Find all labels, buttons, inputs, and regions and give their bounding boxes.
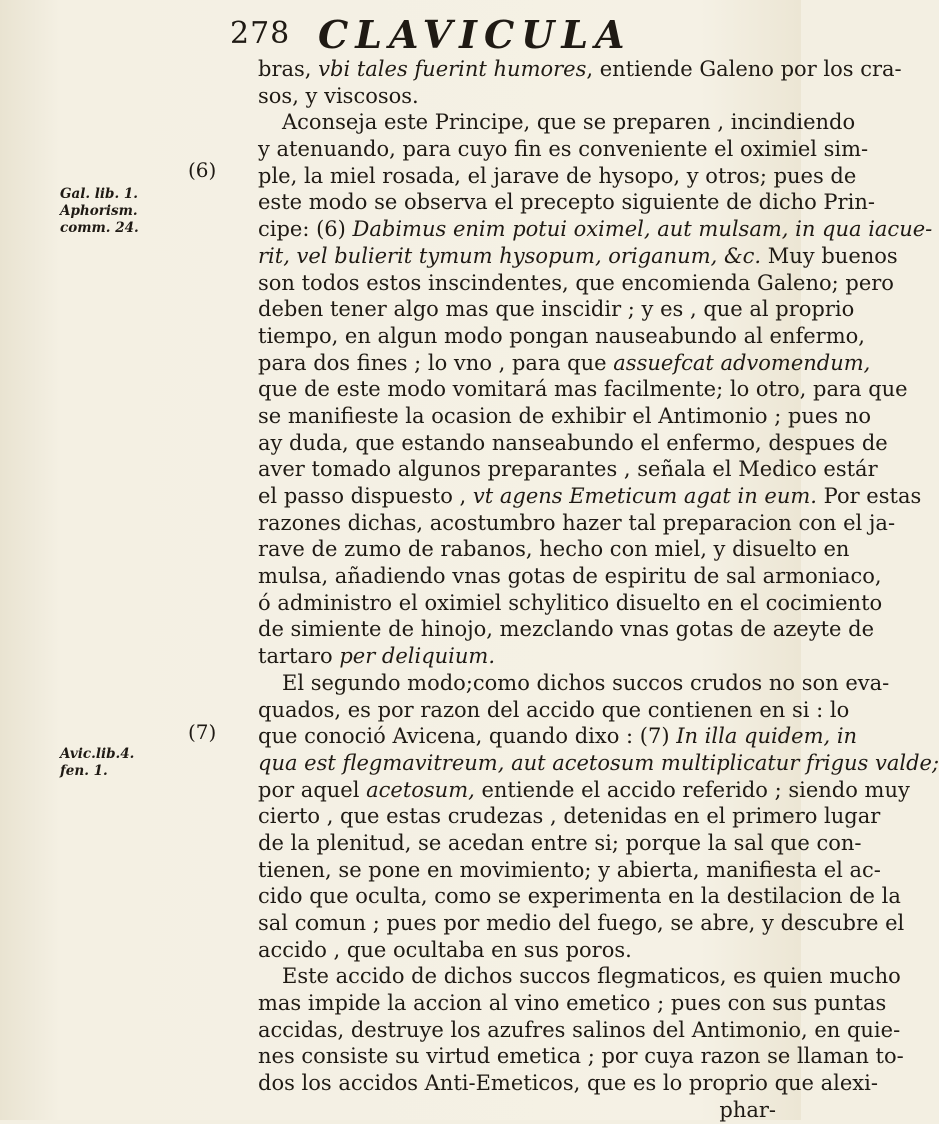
text-line: [258, 937, 776, 964]
latin-quote: In illa quidem, in: [676, 724, 858, 749]
text-segment: Aconseja este Principe, que se preparen , incindiendo: [282, 110, 856, 135]
text-line: [258, 376, 908, 403]
text-segment: tienen, se pone en movimiento; y abierta, manifiesta el ac-: [258, 857, 881, 882]
text-line: [258, 1097, 776, 1124]
margin-note-line: Gal. lib. 1.: [60, 186, 138, 202]
text-line: [258, 536, 850, 563]
text-segment: deben tener algo mas que inscidir ; y es , que al proprio: [258, 297, 855, 322]
text-line: [258, 643, 776, 670]
text-segment: para dos fines ; lo vno , para que: [258, 350, 614, 375]
text-segment: cierto , que estas crudezas , detenidas en el primero lugar: [258, 804, 881, 829]
margin-note-6: [60, 186, 190, 237]
text-segment: El segundo modo;como dichos succos crudos no son eva-: [282, 670, 890, 695]
text-segment: ay duda, que estando nanseabundo el enfermo, despues de: [258, 430, 888, 455]
text-line: [258, 883, 901, 910]
text-segment: rave de zumo de rabanos, hecho con miel, y disuelto en: [258, 537, 850, 562]
text-line: [258, 216, 933, 243]
text-segment: bras,: [258, 57, 319, 81]
text-line: [258, 803, 881, 830]
text-line: [258, 830, 862, 857]
text-line: [258, 136, 869, 163]
text-segment: cido que oculta, como se experimenta en la destilacion de la: [258, 884, 901, 909]
text-line: [258, 1043, 904, 1070]
text-line: [258, 1070, 878, 1097]
text-segment: cipe: (6): [258, 217, 353, 242]
text-segment: phar-: [719, 1097, 776, 1122]
text-line: [258, 670, 890, 697]
text-line: [258, 403, 871, 430]
latin-quote: Dabimus enim potui oximel, aut mulsam, in qua iacue-: [352, 217, 933, 242]
text-line: [258, 456, 878, 483]
text-segment: por aquel: [258, 777, 367, 802]
text-segment: dos los accidos Anti-Emeticos, que es lo proprio que alexi-: [258, 1071, 878, 1096]
text-segment: tiempo, en algun modo pongan nauseabundo al enfermo,: [258, 323, 865, 348]
text-line: [258, 563, 882, 590]
text-line: [258, 750, 939, 777]
latin-quote: vt agens Emeticum agat in eum.: [472, 484, 817, 508]
text-segment: nes consiste su virtud emetica ; por cuya razon se llaman to-: [258, 1044, 904, 1069]
text-line: [258, 189, 875, 216]
text-line: [258, 483, 922, 510]
text-line: [258, 270, 894, 297]
text-segment: y atenuando, para cuyo fin es conveniente el oximiel sim-: [258, 137, 869, 162]
text-segment: tartaro: [258, 644, 340, 669]
text-segment: sal comun ; pues por medio del fuego, se abre, y descubre el: [258, 911, 905, 935]
margin-note-7: [60, 746, 190, 780]
text-line: [258, 616, 875, 643]
text-line: [258, 323, 865, 350]
text-line: [258, 163, 857, 190]
latin-quote: qua est flegmavitreum, aut acetosum multiplicatur frigus valde;: [258, 750, 939, 775]
text-line: [258, 109, 856, 136]
text-segment: Por estas: [816, 484, 922, 508]
body-text: [258, 56, 939, 1124]
page-header: [0, 10, 801, 60]
text-segment: ple, la miel rosada, el jarave de hysopo, y otros; pues de: [258, 163, 857, 188]
text-line: [258, 430, 888, 457]
text-line: [258, 350, 871, 377]
text-line: [258, 857, 881, 884]
text-segment: Muy buenos: [761, 243, 898, 268]
text-line: [258, 1017, 901, 1044]
text-segment: entiende el accido referido ; siendo muy: [474, 777, 910, 802]
text-line: [258, 963, 901, 990]
text-segment: este modo se observa el precepto siguiente de dicho Prin-: [258, 190, 875, 215]
text-line: [258, 296, 855, 323]
margin-note-line: fen. 1.: [60, 763, 108, 779]
text-line: [258, 590, 883, 617]
latin-quote: assuefcat advomendum,: [613, 350, 871, 375]
text-segment: accidas, destruye los azufres salinos del Antimonio, en quie-: [258, 1017, 901, 1042]
text-segment: mulsa, añadiendo vnas gotas de espiritu de sal armoniaco,: [258, 564, 882, 589]
text-line: [258, 83, 776, 110]
text-segment: de simiente de hinojo, mezclando vnas gotas de azeyte de: [258, 617, 875, 642]
page-number: 278: [230, 16, 291, 51]
text-segment: se manifieste la ocasion de exhibir el Antimonio ; pues no: [258, 403, 871, 428]
note-number-6: (6): [188, 158, 217, 182]
text-segment: razones dichas, acostumbro hazer tal preparacion con el ja-: [258, 510, 896, 535]
text-segment: Este accido de dichos succos flegmaticos, es quien mucho: [282, 964, 901, 989]
text-segment: que de este modo vomitará mas facilmente; lo otro, para que: [258, 377, 908, 402]
text-segment: accido , que ocultaba en sus poros.: [258, 937, 632, 962]
text-segment: , entiende Galeno por los cra-: [586, 57, 902, 81]
running-title: CLAVICULA: [318, 12, 632, 57]
text-segment: son todos estos inscindentes, que encomienda Galeno; pero: [258, 270, 894, 295]
latin-quote: per deliquium.: [339, 644, 496, 669]
text-line: [258, 990, 887, 1017]
text-line: [258, 723, 858, 750]
latin-quote: acetosum,: [366, 777, 475, 802]
text-segment: que conoció Avicena, quando dixo : (7): [258, 724, 677, 749]
text-line: [258, 510, 896, 537]
latin-quote: vbi tales fuerint humores: [318, 57, 587, 81]
margin-note-line: Avic.lib.4.: [60, 746, 135, 762]
text-segment: quados, es por razon del accido que contienen en si : lo: [258, 697, 850, 722]
text-segment: mas impide la accion al vino emetico ; pues con sus puntas: [258, 991, 887, 1016]
text-line: [258, 910, 905, 937]
text-segment: el passo dispuesto ,: [258, 484, 473, 508]
note-number-7: (7): [188, 720, 217, 744]
margin-note-line: comm. 24.: [60, 220, 139, 236]
text-segment: de la plenitud, se acedan entre si; porque la sal que con-: [258, 830, 862, 855]
margin-note-line: Aphorism.: [60, 203, 138, 219]
text-line: [258, 697, 850, 724]
text-line: [258, 777, 910, 804]
latin-quote: rit, vel bulierit tymum hysopum, origanum, &c.: [258, 243, 762, 268]
text-segment: ó administro el oximiel schylitico disuelto en el cocimiento: [258, 590, 883, 615]
text-segment: aver tomado algunos preparantes , señala el Medico estár: [258, 457, 878, 482]
text-line: [258, 243, 898, 270]
text-segment: sos, y viscosos.: [258, 83, 419, 108]
text-line: [258, 56, 902, 83]
